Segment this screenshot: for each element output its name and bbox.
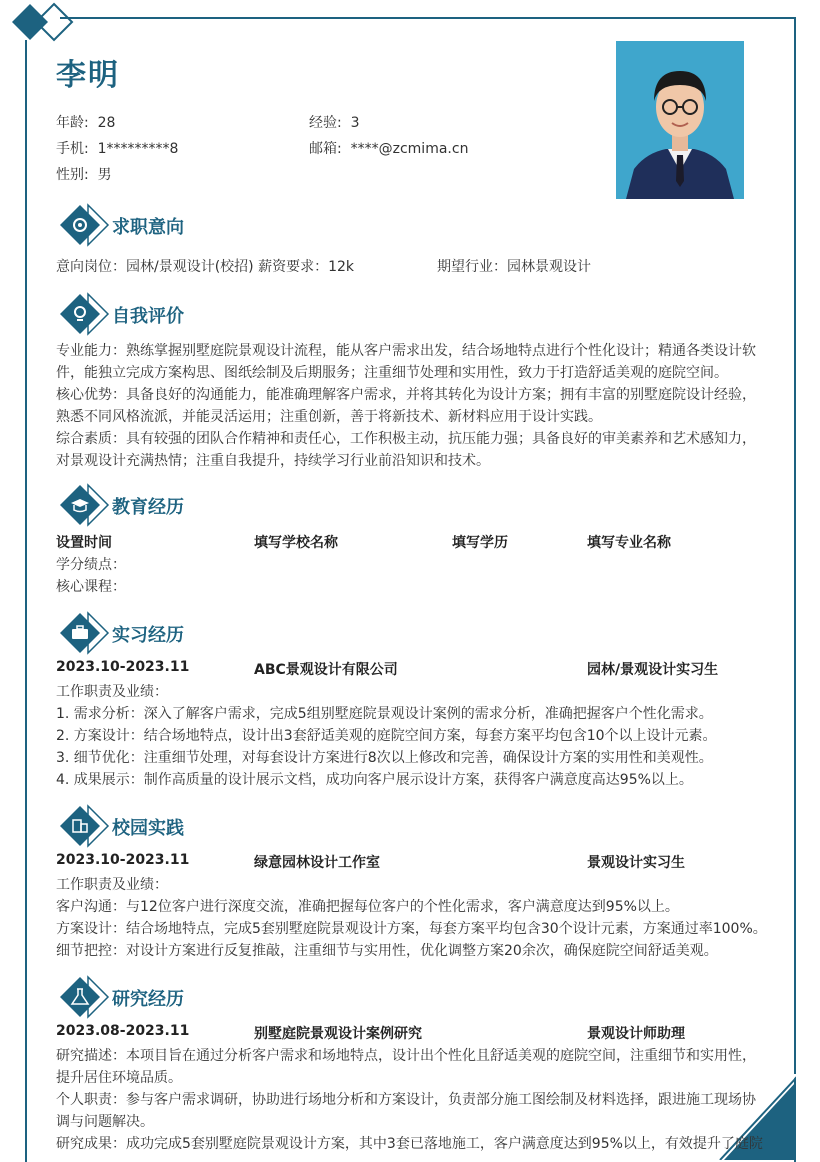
age-value: 28 bbox=[97, 115, 116, 131]
self-line: 专业能力：熟练掌握别墅庭院景观设计流程，能从客户需求出发，结合场地特点进行个性化设计；精通各类设计软 bbox=[56, 343, 756, 359]
intern-role: 园林/景观设计实习生 bbox=[587, 662, 719, 678]
intent-row bbox=[56, 256, 768, 278]
campus-line: 客户沟通：与12位客户进行深度交流，准确把握每位客户的个性化需求，客户满意度达到95%以上。 bbox=[56, 899, 679, 915]
intent-industry: 期望行业：园林景观设计 bbox=[437, 259, 591, 275]
research-row bbox=[56, 1023, 768, 1045]
edu-gpa: 学分绩点： bbox=[56, 557, 126, 573]
frame-right-line bbox=[794, 17, 796, 1162]
self-line: 熟悉不同风格流派，并能灵活运用；注重创新，善于将新技术、新材料应用于设计实践。 bbox=[56, 409, 602, 425]
section-self-evaluation bbox=[58, 292, 658, 336]
campus-time: 2023.10-2023.11 bbox=[56, 852, 190, 868]
intern-time: 2023.10-2023.11 bbox=[56, 659, 190, 675]
research-line: 调与问题解决。 bbox=[56, 1114, 154, 1130]
flask-icon bbox=[58, 975, 110, 1019]
self-line: 件，能独立完成方案构思、图纸绘制及后期服务；注重细节处理和实用性，致力于打造舒适美观的庭院空间。 bbox=[56, 365, 728, 381]
edu-courses: 核心课程： bbox=[56, 579, 126, 595]
experience-value: 3 bbox=[350, 115, 360, 131]
phone-value: 1*********8 bbox=[97, 141, 179, 157]
edu-degree: 填写学历 bbox=[452, 535, 508, 551]
section-title: 研究经历 bbox=[112, 989, 184, 1010]
research-details bbox=[56, 1045, 768, 1155]
campus-row bbox=[56, 852, 768, 874]
profile-photo bbox=[616, 41, 744, 199]
intern-company: ABC景观设计有限公司 bbox=[254, 662, 398, 678]
section-title: 自我评价 bbox=[112, 306, 184, 327]
education-row bbox=[56, 532, 768, 554]
research-line: 个人职责：参与客户需求调研，协助进行场地分析和方案设计，负责部分施工图绘制及材料选择，跟进施工现场协 bbox=[56, 1092, 756, 1108]
target-icon bbox=[58, 203, 110, 247]
edu-school: 填写学校名称 bbox=[254, 535, 338, 551]
intern-duty-label: 工作职责及业绩： bbox=[56, 684, 168, 700]
research-project: 别墅庭院景观设计案例研究 bbox=[254, 1026, 422, 1042]
section-internship bbox=[58, 611, 658, 655]
intent-position-salary: 意向岗位：园林/景观设计(校招) 薪资要求：12k bbox=[56, 259, 355, 275]
edu-major: 填写专业名称 bbox=[587, 535, 671, 551]
section-title: 求职意向 bbox=[112, 217, 184, 238]
candidate-name: 李明 bbox=[56, 58, 120, 93]
age-info bbox=[56, 112, 115, 132]
self-line: 综合素质：具有较强的团队合作精神和责任心，工作积极主动，抗压能力强；具备良好的审美素养和艺术感知力， bbox=[56, 431, 756, 447]
research-line: 提升居住环境品质。 bbox=[56, 1070, 182, 1086]
research-line: 研究描述：本项目旨在通过分析客户需求和场地特点，设计出个性化且舒适美观的庭院空间，注重细节和实用性， bbox=[56, 1048, 756, 1064]
email-info bbox=[309, 138, 468, 158]
section-campus-practice bbox=[58, 804, 658, 848]
section-job-intention bbox=[58, 203, 658, 247]
internship-row bbox=[56, 659, 768, 681]
building-icon bbox=[58, 804, 110, 848]
email-value: ****@zcmima.cn bbox=[350, 141, 469, 157]
internship-details bbox=[56, 681, 768, 791]
email-label: 邮箱: bbox=[309, 141, 342, 157]
section-title: 教育经历 bbox=[112, 497, 184, 518]
research-line: 研究成果：成功完成5套别墅庭院景观设计方案，其中3套已落地施工，客户满意度达到95%以上，有效提升了庭院 bbox=[56, 1136, 763, 1152]
intern-line: 1. 需求分析：深入了解客户需求，完成5组别墅庭院景观设计案例的需求分析，准确把握客户个性化需求。 bbox=[56, 706, 713, 722]
frame-top-line bbox=[60, 17, 796, 19]
intern-line: 2. 方案设计：结合场地特点，设计出3套舒适美观的庭院空间方案，每套方案平均包含10个以上设计元素。 bbox=[56, 728, 717, 744]
age-label: 年龄: bbox=[56, 115, 89, 131]
corner-diamond-decoration bbox=[8, 0, 88, 48]
gender-label: 性别: bbox=[56, 167, 89, 183]
experience-label: 经验: bbox=[309, 115, 342, 131]
intern-line: 4. 成果展示：制作高质量的设计展示文档，成功向客户展示设计方案，获得客户满意度高达95%以上。 bbox=[56, 772, 693, 788]
research-role: 景观设计师助理 bbox=[587, 1026, 685, 1042]
self-line: 对景观设计充满热情；注重自我提升，持续学习行业前沿知识和技术。 bbox=[56, 453, 490, 469]
campus-line: 方案设计：结合场地特点，完成5套别墅庭院景观设计方案，每套方案平均包含30个设计元素，方案通过率100%。 bbox=[56, 921, 767, 937]
gender-value: 男 bbox=[97, 167, 112, 183]
intern-line: 3. 细节优化：注重细节处理，对每套设计方案进行8次以上修改和完善，确保设计方案的实用性和美观性。 bbox=[56, 750, 713, 766]
campus-role: 景观设计实习生 bbox=[587, 855, 685, 871]
campus-duty-label: 工作职责及业绩： bbox=[56, 877, 168, 893]
section-title: 实习经历 bbox=[112, 625, 184, 646]
phone-info bbox=[56, 138, 178, 158]
frame-left-line bbox=[25, 40, 27, 1162]
self-evaluation-text bbox=[56, 340, 768, 472]
campus-line: 细节把控：对设计方案进行反复推敲，注重细节与实用性，优化调整方案20余次，确保庭院空间舒适美观。 bbox=[56, 943, 718, 959]
section-title: 校园实践 bbox=[112, 818, 184, 839]
bulb-icon bbox=[58, 292, 110, 336]
edu-time: 设置时间 bbox=[56, 535, 112, 551]
section-research bbox=[58, 975, 658, 1019]
phone-label: 手机: bbox=[56, 141, 89, 157]
gender-info bbox=[56, 164, 112, 184]
graduation-cap-icon bbox=[58, 483, 110, 527]
campus-org: 绿意园林设计工作室 bbox=[254, 855, 380, 871]
briefcase-icon bbox=[58, 611, 110, 655]
education-details bbox=[56, 554, 768, 598]
campus-details bbox=[56, 874, 768, 962]
self-line: 核心优势：具备良好的沟通能力，能准确理解客户需求，并将其转化为设计方案；拥有丰富的别墅庭院设计经验， bbox=[56, 387, 756, 403]
section-education bbox=[58, 483, 658, 527]
experience-info bbox=[309, 112, 360, 132]
research-time: 2023.08-2023.11 bbox=[56, 1023, 190, 1039]
